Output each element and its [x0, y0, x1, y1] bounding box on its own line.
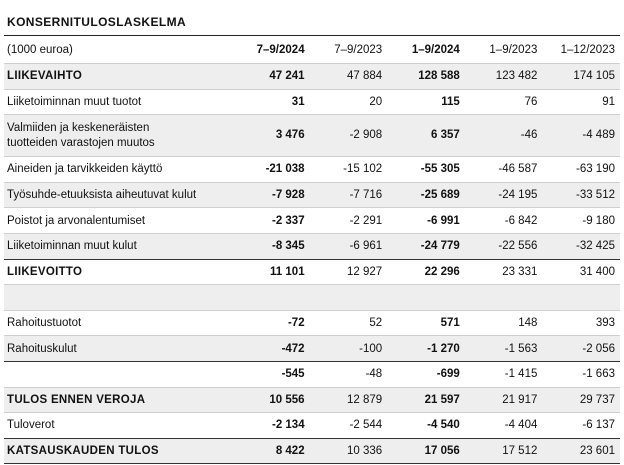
cell-value: -46 587: [465, 157, 543, 183]
cell-value: -21 038: [232, 157, 310, 183]
column-header-q3-2023: 7–9/2023: [310, 36, 388, 64]
row-label: Tuloverot: [4, 413, 232, 439]
column-header-fy-2023: 1–12/2023: [542, 36, 620, 64]
row-label: Rahoitustuotot: [4, 310, 232, 336]
cell-value: -6 137: [542, 413, 620, 439]
cell-value: 148: [465, 310, 543, 336]
cell-value: -72: [232, 310, 310, 336]
spacer-cell: [4, 285, 620, 311]
cell-value: 10 556: [232, 387, 310, 413]
table-row-tulos-ennen-veroja: [4, 387, 620, 413]
cell-value: -1 415: [465, 361, 543, 387]
cell-value: -2 056: [542, 336, 620, 362]
cell-value: -2 134: [232, 413, 310, 439]
table-row-tyosuhde-etuudet: [4, 182, 620, 208]
row-label: [4, 115, 232, 157]
table-row-aineet-tarvikkeet: [4, 157, 620, 183]
cell-value: 3 476: [232, 115, 310, 157]
cell-value: 128 588: [387, 64, 465, 90]
cell-value: -2 337: [232, 208, 310, 234]
cell-value: -48: [310, 361, 388, 387]
cell-value: -4 540: [387, 413, 465, 439]
cell-value: 17 512: [465, 438, 543, 464]
cell-value: 10 336: [310, 438, 388, 464]
column-header-ytd-2024: 1–9/2024: [387, 36, 465, 64]
cell-value: -1 563: [465, 336, 543, 362]
cell-value: 115: [387, 89, 465, 115]
cell-value: -32 425: [542, 233, 620, 259]
row-label-line-2: tuotteiden varastojen muutos: [7, 136, 155, 149]
row-label: LIIKEVAIHTO: [4, 64, 232, 90]
cell-value: -2 544: [310, 413, 388, 439]
cell-value: -7 928: [232, 182, 310, 208]
income-statement-table: [4, 36, 620, 464]
cell-value: 8 422: [232, 438, 310, 464]
cell-value: 91: [542, 89, 620, 115]
cell-value: 22 296: [387, 259, 465, 285]
row-label: TULOS ENNEN VEROJA: [4, 387, 232, 413]
cell-value: -2 908: [310, 115, 388, 157]
table-row-katsauskauden-tulos: [4, 438, 620, 464]
cell-value: -6 991: [387, 208, 465, 234]
column-header-ytd-2023: 1–9/2023: [465, 36, 543, 64]
row-label: Poistot ja arvonalentumiset: [4, 208, 232, 234]
cell-value: -1 663: [542, 361, 620, 387]
cell-value: -545: [232, 361, 310, 387]
cell-value: -24 779: [387, 233, 465, 259]
column-header-q3-2024: 7–9/2024: [232, 36, 310, 64]
cell-value: 23 331: [465, 259, 543, 285]
income-statement: [4, 0, 620, 464]
cell-value: 47 241: [232, 64, 310, 90]
cell-value: -55 305: [387, 157, 465, 183]
unit-label: (1000 euroa): [4, 36, 232, 64]
cell-value: -22 556: [465, 233, 543, 259]
cell-value: 21 597: [387, 387, 465, 413]
cell-value: 123 482: [465, 64, 543, 90]
table-row-spacer: [4, 285, 620, 311]
table-header-row: [4, 36, 620, 64]
cell-value: 47 884: [310, 64, 388, 90]
cell-value: 52: [310, 310, 388, 336]
cell-value: 12 879: [310, 387, 388, 413]
cell-value: -15 102: [310, 157, 388, 183]
table-row-varastojen-muutos: [4, 115, 620, 157]
row-label: LIIKEVOITTO: [4, 259, 232, 285]
cell-value: 6 357: [387, 115, 465, 157]
cell-value: -63 190: [542, 157, 620, 183]
row-label: Rahoituskulut: [4, 336, 232, 362]
cell-value: 76: [465, 89, 543, 115]
cell-value: 12 927: [310, 259, 388, 285]
row-label: Liiketoiminnan muut kulut: [4, 233, 232, 259]
cell-value: -33 512: [542, 182, 620, 208]
cell-value: -100: [310, 336, 388, 362]
cell-value: -4 489: [542, 115, 620, 157]
cell-value: -699: [387, 361, 465, 387]
row-label: [4, 361, 232, 387]
table-row-rahoituserat-yhteensa: [4, 361, 620, 387]
table-row-poistot: [4, 208, 620, 234]
row-label: Työsuhde-etuuksista aiheutuvat kulut: [4, 182, 232, 208]
row-label: Liiketoiminnan muut tuotot: [4, 89, 232, 115]
table-row-rahoitustuotot: [4, 310, 620, 336]
table-row-liikevoitto: [4, 259, 620, 285]
page-title: KONSERNITULOSLASKELMA: [4, 0, 620, 36]
table-row-muut-kulut: [4, 233, 620, 259]
cell-value: -2 291: [310, 208, 388, 234]
cell-value: -6 842: [465, 208, 543, 234]
cell-value: -9 180: [542, 208, 620, 234]
cell-value: -46: [465, 115, 543, 157]
cell-value: -6 961: [310, 233, 388, 259]
cell-value: 393: [542, 310, 620, 336]
cell-value: -472: [232, 336, 310, 362]
cell-value: 23 601: [542, 438, 620, 464]
cell-value: 21 917: [465, 387, 543, 413]
cell-value: 29 737: [542, 387, 620, 413]
table-row-tuloverot: [4, 413, 620, 439]
cell-value: 31: [232, 89, 310, 115]
cell-value: -7 716: [310, 182, 388, 208]
row-label-line-1: Valmiiden ja keskeneräisten: [7, 121, 150, 134]
cell-value: 11 101: [232, 259, 310, 285]
cell-value: 571: [387, 310, 465, 336]
row-label: KATSAUSKAUDEN TULOS: [4, 438, 232, 464]
cell-value: -8 345: [232, 233, 310, 259]
cell-value: -24 195: [465, 182, 543, 208]
cell-value: -4 404: [465, 413, 543, 439]
cell-value: -1 270: [387, 336, 465, 362]
table-row-rahoituskulut: [4, 336, 620, 362]
row-label: Aineiden ja tarvikkeiden käyttö: [4, 157, 232, 183]
cell-value: 20: [310, 89, 388, 115]
cell-value: 174 105: [542, 64, 620, 90]
table-row-liikevaihto: [4, 64, 620, 90]
table-row-muut-tuotot: [4, 89, 620, 115]
cell-value: 17 056: [387, 438, 465, 464]
cell-value: 31 400: [542, 259, 620, 285]
cell-value: -25 689: [387, 182, 465, 208]
